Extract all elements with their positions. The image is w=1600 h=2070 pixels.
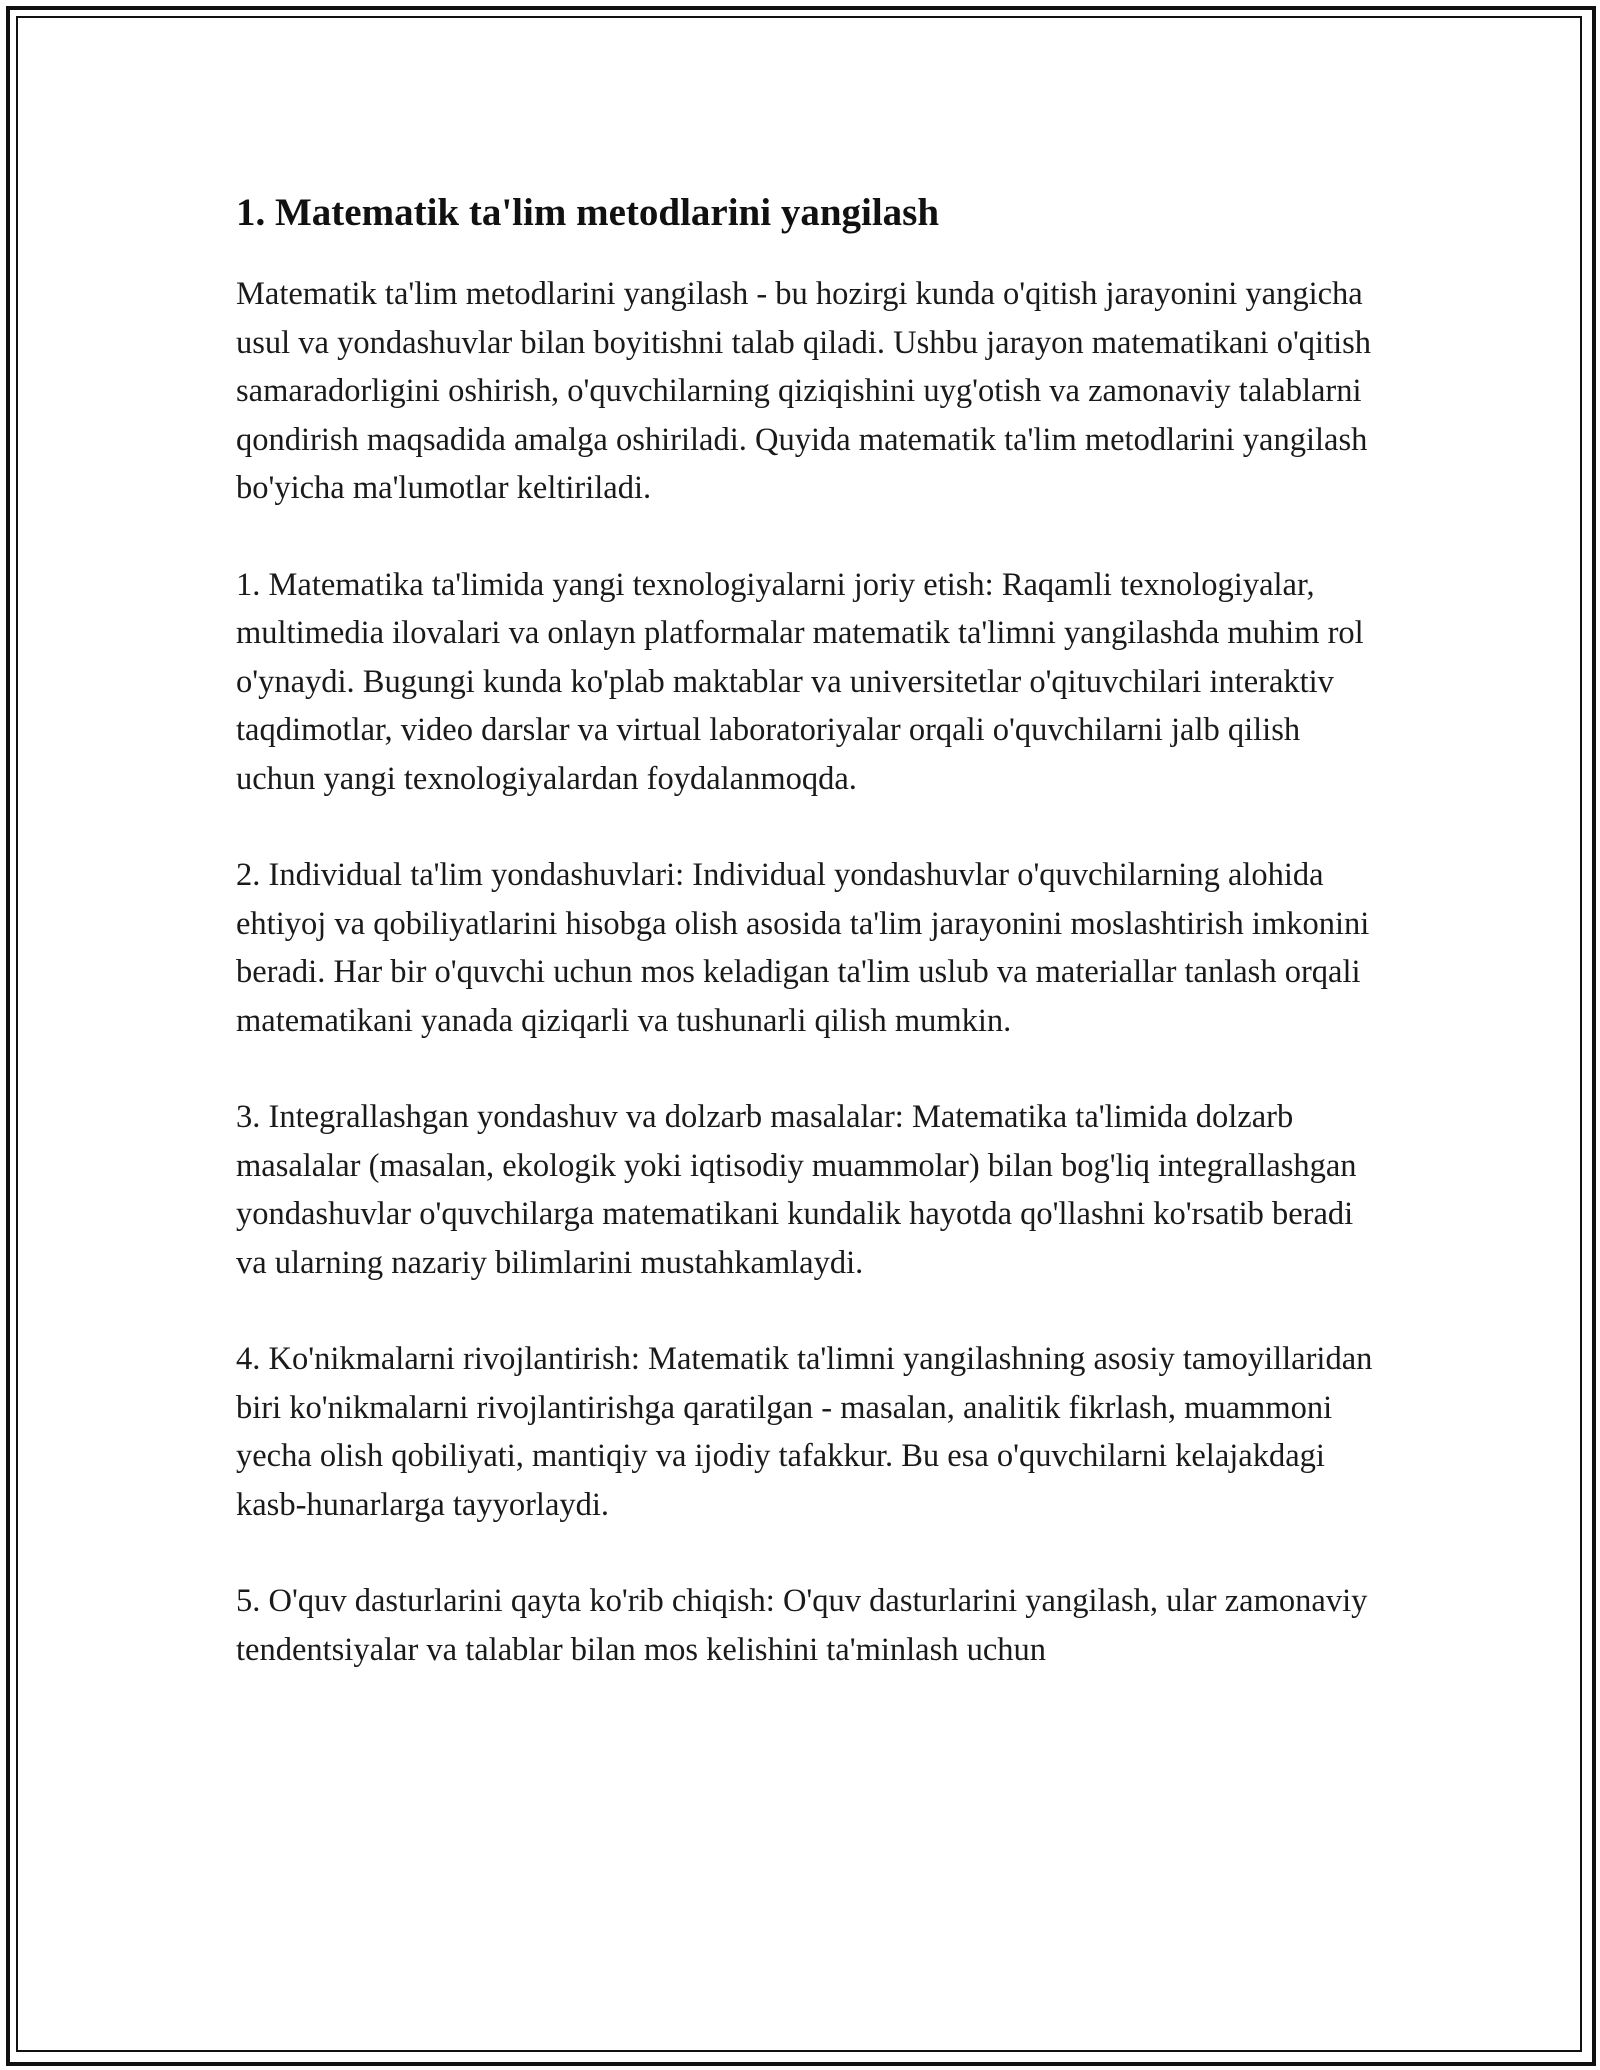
paragraph-integrated-approach: 3. Integrallashgan yondashuv va dolzarb masalalar: Matematika ta'limida dolzarb masalalar (masalan, ekologik yoki iqtisodiy muammolar) bilan bog'liq integrallashgan yondashuvlar o'quvchilarga matematikani kundalik hayotda qo'llashni ko'rsatib beradi va ularning nazariy bilimlarini mustahkamlaydi. [236, 1099, 1357, 1281]
paragraph-individual-approaches: 2. Individual ta'lim yondashuvlari: Individual yondashuvlar o'quvchilarning alohida ehtiyoj va qobiliyatlarini hisobga olish asosida ta'lim jarayonini moslashtirish imkonini beradi. Har bir o'quvchi uchun mos keladigan ta'lim uslub va materiallar tanlash orqali matematikani yanada qiziqarli va tushunarli qilish mumkin. [236, 857, 1370, 1039]
paragraph-skills-development: 4. Ko'nikmalarni rivojlantirish: Matematik ta'limni yangilashning asosiy tamoyillaridan biri ko'nikmalarni rivojlantirishga qaratilgan - masalan, analitik fikrlash, muammoni yecha olish qobiliyati, mantiqiy va ijodiy tafakkur. Bu esa o'quvchilarni kelajakdagi kasb-hunarlarga tayyorlaydi. [236, 1341, 1373, 1523]
paragraph-curriculum-review: 5. O'quv dasturlarini qayta ko'rib chiqish: O'quv dasturlarini yangilash, ular zamonaviy tendentsiyalar va talablar bilan mos kelishini ta'minlash uchun [236, 1583, 1368, 1668]
intro-paragraph: Matematik ta'lim metodlarini yangilash - bu hozirgi kunda o'qitish jarayonini yangicha usul va yondashuvlar bilan boyitishni talab qiladi. Ushbu jarayon matematikani o'qitish samaradorligini oshirish, o'quvchilarning qiziqishini uyg'otish va zamonaviy talablarni qondirish maqsadida amalga oshiriladi. Quyida matematik ta'lim metodlarini yangilash bo'yicha ma'lumotlar keltiriladi. [236, 276, 1372, 506]
paragraph-technologies: 1. Matematika ta'limida yangi texnologiyalarni joriy etish: Raqamli texnologiyalar, multimedia ilovalari va onlayn platformalar matematik ta'limni yangilashda muhim rol o'ynaydi. Bugungi kunda ko'plab maktablar va universitetlar o'qituvchilari interaktiv taqdimotlar, video darslar va virtual laboratoriyalar orqali o'quvchilarni jalb qilish uchun yangi texnologiyalardan foydalanmoqda. [236, 566, 1364, 797]
section-title: 1. Matematik ta'lim metodlarini yangilash [236, 191, 940, 234]
document-body [236, 186, 1376, 1674]
